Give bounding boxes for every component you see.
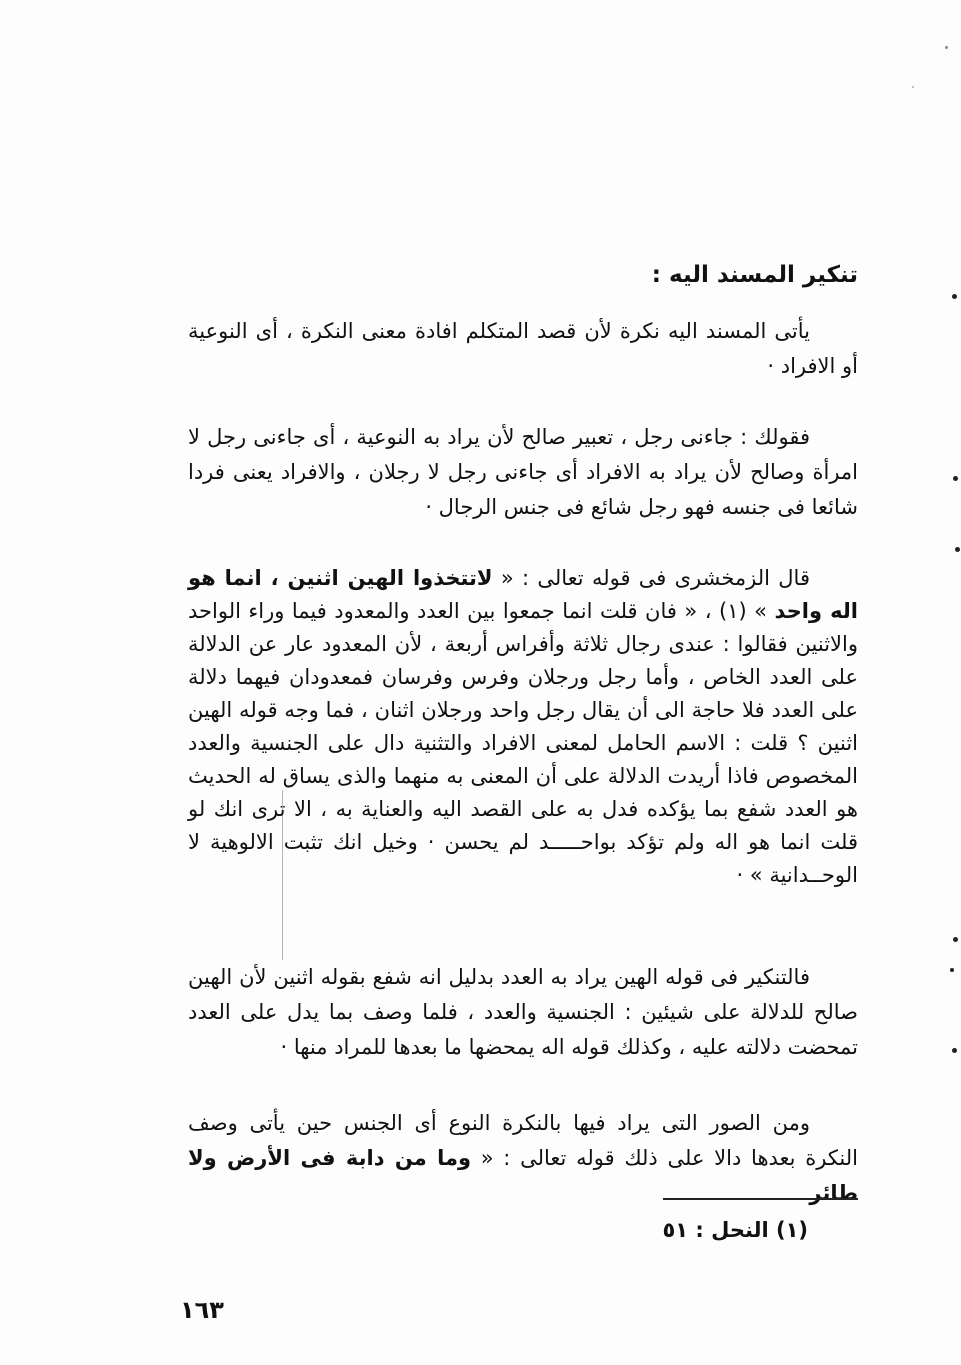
margin-speck <box>953 476 958 481</box>
margin-speck <box>952 1048 957 1053</box>
quran-quote: لاتتخذوا الهين اثنين ، انما هو اله واحد <box>188 566 858 623</box>
paragraph-5 <box>188 1106 858 1211</box>
footnote: (١) النحل : ٥١ <box>662 1218 808 1242</box>
paragraph-3-intro: قال الزمخشرى فى قوله تعالى : « <box>492 566 810 590</box>
paragraph-3-body: » (١) ، « فان قلت انما جمعوا بين العدد والمعدود فيما وراء الواحد والاثنين فقالوا : عندى رجال ثلاثة وأفراس أربعة ، لأن المعدود عار عن الدلالة على العدد الخاص ، وأما رجل ورجلان وفرس وفرسان فمعدودان فيهما دلالة على العدد فلا حاجة الى أن يقال رجل واحد ورجلان اثنان ، فما وجه قوله الهين اثنين ؟ قلت : الاسم الحامل لمعنى الافراد والتثنية دال على الجنسية والعدد المخصوص فاذا أريدت الدلالة على أن المعنى به منهما والذى يساق له الحديث هو العدد شفع بما يؤكده فدل به على القصد اليه والعناية به ، الا ترى انك لو قلت انما هو اله ولم تؤكد بواحـــــد لم يحسن · وخيل انك تثبت الالوهية لا الوحــدانية » · <box>188 599 858 887</box>
paragraph-5-intro: ومن الصور التى يراد فيها بالنكرة النوع أى الجنس حين يأتى وصف النكرة بعدها دالا على ذلك قوله تعالى : « <box>188 1111 858 1170</box>
margin-speck <box>945 46 948 49</box>
footnote-divider <box>663 1198 858 1200</box>
paragraph-2-text: فقولك : جاءنى رجل ، تعبير صالح لأن يراد به النوعية ، أى جاءنى رجل لا امرأة وصالح لأن يراد به الافراد أى جاءنى رجل لا رجلان ، والافراد يعنى فردا شائعا فى جنسه فهو رجل شائع فى جنس الرجال · <box>188 425 858 519</box>
paragraph-2 <box>188 420 858 525</box>
margin-speck <box>950 968 954 972</box>
paragraph-4 <box>188 960 858 1065</box>
margin-speck <box>953 937 958 942</box>
margin-speck <box>955 547 960 552</box>
quran-quote: وما من دابة فى الأرض ولا طائر <box>188 1146 858 1205</box>
page-number: ١٦٣ <box>180 1296 224 1324</box>
paragraph-3 <box>188 562 858 892</box>
margin-speck <box>912 86 914 88</box>
paragraph-4-text: فالتنكير فى قوله الهين يراد به العدد بدليل انه شفع بقوله اثنين لأن الهين صالح للدلالة على شيئين : الجنسية والعدد ، فلما وصف بما يدل على العدد تمحضت دلالته عليه ، وكذلك قوله اله يمحضها ما بعدها للمراد منها · <box>188 965 858 1059</box>
section-heading: تنكير المسند اليه : <box>651 262 858 288</box>
margin-speck <box>952 294 957 299</box>
paragraph-1-text: يأتى المسند اليه نكرة لأن قصد المتكلم افادة معنى النكرة ، أى النوعية أو الافراد · <box>188 319 858 378</box>
paragraph-1 <box>188 314 858 384</box>
